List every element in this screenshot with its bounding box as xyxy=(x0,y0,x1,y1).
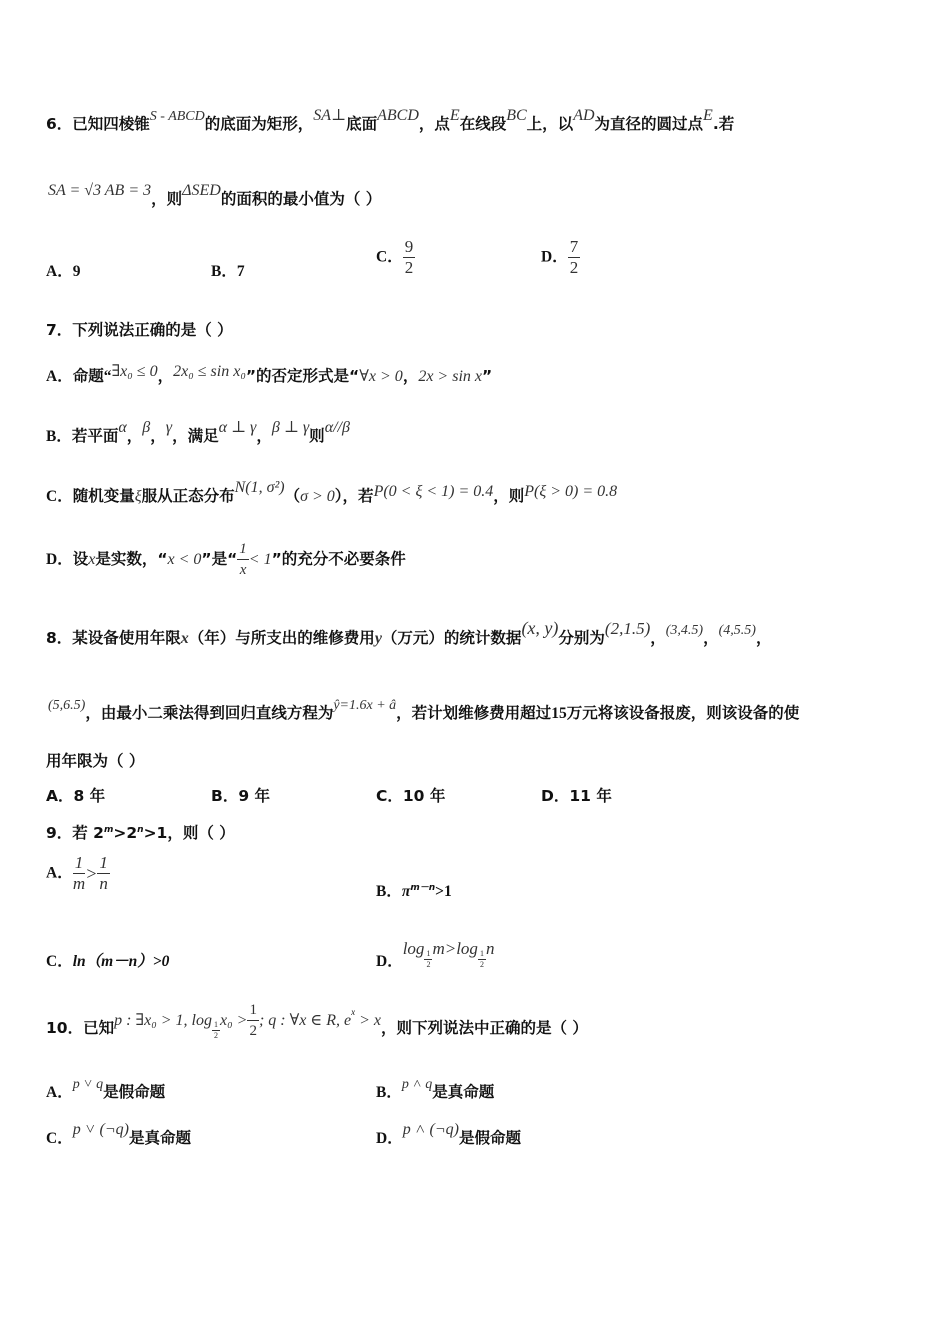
q8-line2 xyxy=(48,698,800,725)
numerator: 1 xyxy=(247,1000,259,1021)
q10-math: x₀ > xyxy=(220,1012,248,1030)
q7-text: A．命题“ xyxy=(46,368,112,385)
q7-text: ， xyxy=(402,367,419,385)
q6-math: ΔSED xyxy=(182,182,221,199)
q8-text: ， xyxy=(755,629,772,647)
q6-math: SA⊥ xyxy=(313,107,347,124)
q6-math: BC xyxy=(506,107,527,124)
q6-option-d xyxy=(541,237,580,278)
q10-option-b xyxy=(376,1077,495,1104)
log-base xyxy=(478,949,486,970)
q7-math: x xyxy=(88,551,96,568)
q9-math: n xyxy=(485,939,495,958)
q6-option-a xyxy=(46,261,80,282)
option-label: B． xyxy=(376,883,402,901)
q8-option-d: D．11 年 xyxy=(541,787,612,805)
q10-text: ，则下列说法中正确的是（ ） xyxy=(381,1019,588,1038)
q7-text: ），若 xyxy=(334,487,374,505)
q7-text: C．随机变量 xyxy=(46,488,135,505)
q6-text: 为直径的圆过点 xyxy=(594,115,704,133)
fraction xyxy=(568,237,581,278)
q9-math: log xyxy=(402,939,425,958)
q6-math: AD xyxy=(573,107,595,124)
q7-math: x < 0 xyxy=(167,551,202,568)
q8-line1 xyxy=(46,618,772,650)
numerator: 7 xyxy=(569,237,579,256)
q6-text: ，点 xyxy=(418,115,450,133)
q8-text: 8．某设备使用年限 xyxy=(46,629,181,647)
q10-math: p ˅ q xyxy=(72,1077,104,1092)
q8-text: ， xyxy=(650,629,666,647)
q6-math: E xyxy=(703,107,713,124)
q8-math: ŷ=1.6x + â xyxy=(333,698,397,713)
q7-math: ∃x₀ ≤ 0 xyxy=(111,363,158,380)
denominator: m xyxy=(72,874,86,893)
numerator: 1 xyxy=(426,949,431,958)
denominator: n xyxy=(99,874,108,893)
q6-math: E xyxy=(449,107,460,124)
q9-text: >1，则（ ） xyxy=(143,824,235,843)
q7-text: 服从正态分布 xyxy=(141,487,235,505)
option-text: 是真命题 xyxy=(432,1083,495,1101)
q6-text: 在线段 xyxy=(459,115,507,133)
q7-text: ，满足 xyxy=(172,427,219,445)
q8-text: 万元将该设备报废，则该设备的使 xyxy=(566,704,800,722)
q7-text: ” xyxy=(482,367,493,385)
q8-math: (x, y) xyxy=(521,618,559,638)
q8-option-b: B．9 年 xyxy=(211,787,270,805)
fraction xyxy=(247,1000,259,1041)
q8-math: (5,6.5) xyxy=(48,698,86,713)
q9-text: >2 xyxy=(113,824,138,843)
fraction xyxy=(73,853,86,894)
fraction xyxy=(97,853,110,894)
q10-math: p : ∃x₀ > 1, log xyxy=(114,1012,212,1030)
q8-math: x xyxy=(180,630,189,647)
q9-math: > xyxy=(85,863,98,884)
option-label: A． xyxy=(46,263,73,280)
q8-text: 分别为 xyxy=(558,629,605,647)
q9-math: m xyxy=(432,939,445,958)
q7-text: B．若平面 xyxy=(46,428,119,445)
q7-math: N(1, σ²) xyxy=(234,479,285,496)
q8-line3: 用年限为（ ） xyxy=(46,752,145,770)
q7-text: ，则 xyxy=(493,487,525,505)
denominator: 2 xyxy=(249,1023,257,1040)
denominator: 2 xyxy=(479,960,484,969)
option-value: 7 xyxy=(236,263,245,280)
q8-text: （年）与所支出的维修费用 xyxy=(188,629,375,647)
option-label: D． xyxy=(376,1130,403,1147)
q7-text: ， xyxy=(126,427,143,445)
q7-math: β ⊥ γ xyxy=(271,419,310,436)
numerator: 1 xyxy=(479,949,484,958)
q9-exponent: n xyxy=(137,825,144,835)
q7-math: ξ xyxy=(134,488,142,505)
q7-math: 2x > sin x xyxy=(418,368,482,385)
numerator: 1 xyxy=(74,853,84,872)
q7-math: P(0 < ξ < 1) = 0.4 xyxy=(373,483,494,500)
q10-math: > x xyxy=(355,1012,382,1030)
q7-text: ”是“ xyxy=(201,550,238,568)
q10-math: p ˅ (¬q) xyxy=(72,1121,129,1138)
q7-stem: 7．下列说法正确的是（ ） xyxy=(46,321,233,339)
q7-text: （ xyxy=(284,487,301,505)
q7-text: ， xyxy=(256,427,272,445)
q7-math: α ⊥ γ xyxy=(218,419,257,436)
q7-math: α//β xyxy=(324,419,350,436)
option-value: 9 xyxy=(72,263,81,280)
option-text: 是假命题 xyxy=(458,1129,521,1147)
q8-math: y xyxy=(374,630,382,647)
q9-stem xyxy=(46,820,235,843)
q7-math: < 1 xyxy=(248,551,272,568)
q7-math: α xyxy=(118,419,127,436)
q9-math: ln（m－n）>0 xyxy=(72,953,170,970)
q7-text: D．设 xyxy=(46,551,89,568)
denominator: 2 xyxy=(404,258,414,277)
log-base xyxy=(212,1020,220,1041)
q8-math: (3,4.5) xyxy=(665,623,704,638)
q9-option-c xyxy=(46,951,169,972)
q10-math: ; q : ∀x ∈ R, e xyxy=(258,1012,352,1030)
q8-math: (2,1.5) xyxy=(604,619,651,638)
q6-text: 的面积的最小值为（ ） xyxy=(220,190,382,208)
denominator: x xyxy=(239,562,247,578)
q9-text: 9．若 2 xyxy=(46,824,104,843)
numerator: 1 xyxy=(237,539,249,560)
q9-math: log xyxy=(456,939,478,958)
q10-stem xyxy=(46,1000,588,1053)
option-label: A． xyxy=(46,1084,73,1101)
q9-text: >1 xyxy=(435,883,452,901)
q6-math: ABCD xyxy=(377,107,419,124)
q10-math: p ˄ q xyxy=(401,1077,433,1092)
option-label: D． xyxy=(376,953,403,970)
q8-number: 15 xyxy=(551,705,567,722)
q10-option-d xyxy=(376,1121,521,1149)
option-label: C． xyxy=(46,953,73,970)
q10-option-c xyxy=(46,1121,191,1149)
option-label: A． xyxy=(46,864,73,882)
q7-text: ”的否定形式是“ xyxy=(245,367,360,385)
q9-math: > xyxy=(444,939,457,958)
numerator: 1 xyxy=(99,853,108,872)
q8-text: ，由最小二乘法得到回归直线方程为 xyxy=(85,704,334,722)
q6-option-b xyxy=(211,261,245,282)
q10-exponent: x xyxy=(351,1007,356,1017)
q6-line2 xyxy=(48,182,382,210)
denominator: 2 xyxy=(426,960,431,969)
option-label: C． xyxy=(46,1130,73,1147)
q8-text: （万元）的统计数据 xyxy=(381,629,522,647)
q7-math: β xyxy=(142,419,151,436)
q8-text: ，若计划维修费用超过 xyxy=(396,704,552,722)
log-base xyxy=(424,949,432,970)
q9-exponent: m xyxy=(103,825,114,835)
q8-option-a: A．8 年 xyxy=(46,787,106,805)
q6-line1 xyxy=(46,107,735,136)
q7-option-b xyxy=(46,419,350,447)
q7-math: γ xyxy=(165,419,173,436)
q6-text: ，则 xyxy=(151,190,183,208)
q8-math: (4,5.5) xyxy=(718,623,756,638)
q7-text: ， xyxy=(157,367,174,385)
numerator: 1 xyxy=(214,1020,218,1030)
numerator: 9 xyxy=(404,237,414,256)
q9-math: π xyxy=(401,883,411,901)
q7-option-a xyxy=(46,363,493,387)
q6-option-c xyxy=(376,237,415,278)
option-label: B． xyxy=(376,1084,402,1101)
q7-math: P(ξ > 0) = 0.8 xyxy=(524,483,618,500)
q10-text: 10．已知 xyxy=(46,1019,115,1038)
q7-math: ∀x > 0 xyxy=(359,368,403,385)
q10-option-a xyxy=(46,1077,166,1104)
q7-text: ， xyxy=(150,427,166,445)
q8-text: ， xyxy=(703,629,719,647)
denominator: 2 xyxy=(214,1031,218,1041)
q6-text: .若 xyxy=(712,115,735,133)
q6-text: 上，以 xyxy=(526,115,574,133)
q7-text: 则 xyxy=(309,427,325,445)
fraction xyxy=(237,539,249,580)
option-label: D． xyxy=(541,248,568,266)
q9-exponent: m－n xyxy=(410,883,436,893)
q9-option-d xyxy=(376,939,495,970)
q7-option-d xyxy=(46,535,406,584)
option-label: B． xyxy=(211,263,237,280)
q10-math: p ˄ (¬q) xyxy=(402,1121,459,1138)
option-text: 是假命题 xyxy=(103,1083,166,1101)
q6-math: SA = √3 AB = 3 xyxy=(48,182,152,199)
q6-text: 的底面为矩形， xyxy=(204,115,314,133)
denominator: 2 xyxy=(569,258,579,277)
q8-option-c: C．10 年 xyxy=(376,787,446,805)
q7-text: ”的充分不必要条件 xyxy=(271,550,406,568)
q6-math: S - ABCD xyxy=(149,109,205,124)
q9-option-b xyxy=(376,878,452,902)
q7-option-c xyxy=(46,479,618,507)
option-text: 是真命题 xyxy=(128,1129,191,1147)
q7-math: 2x₀ ≤ sin x₀ xyxy=(173,363,246,380)
q7-math: σ > 0 xyxy=(300,488,335,505)
q6-text: 底面 xyxy=(346,115,378,133)
fraction xyxy=(403,237,416,278)
q7-text: 是实数，“ xyxy=(95,550,168,568)
q6-text: 6．已知四棱锥 xyxy=(46,115,150,133)
q9-option-a xyxy=(46,853,110,894)
option-label: C． xyxy=(376,248,403,266)
